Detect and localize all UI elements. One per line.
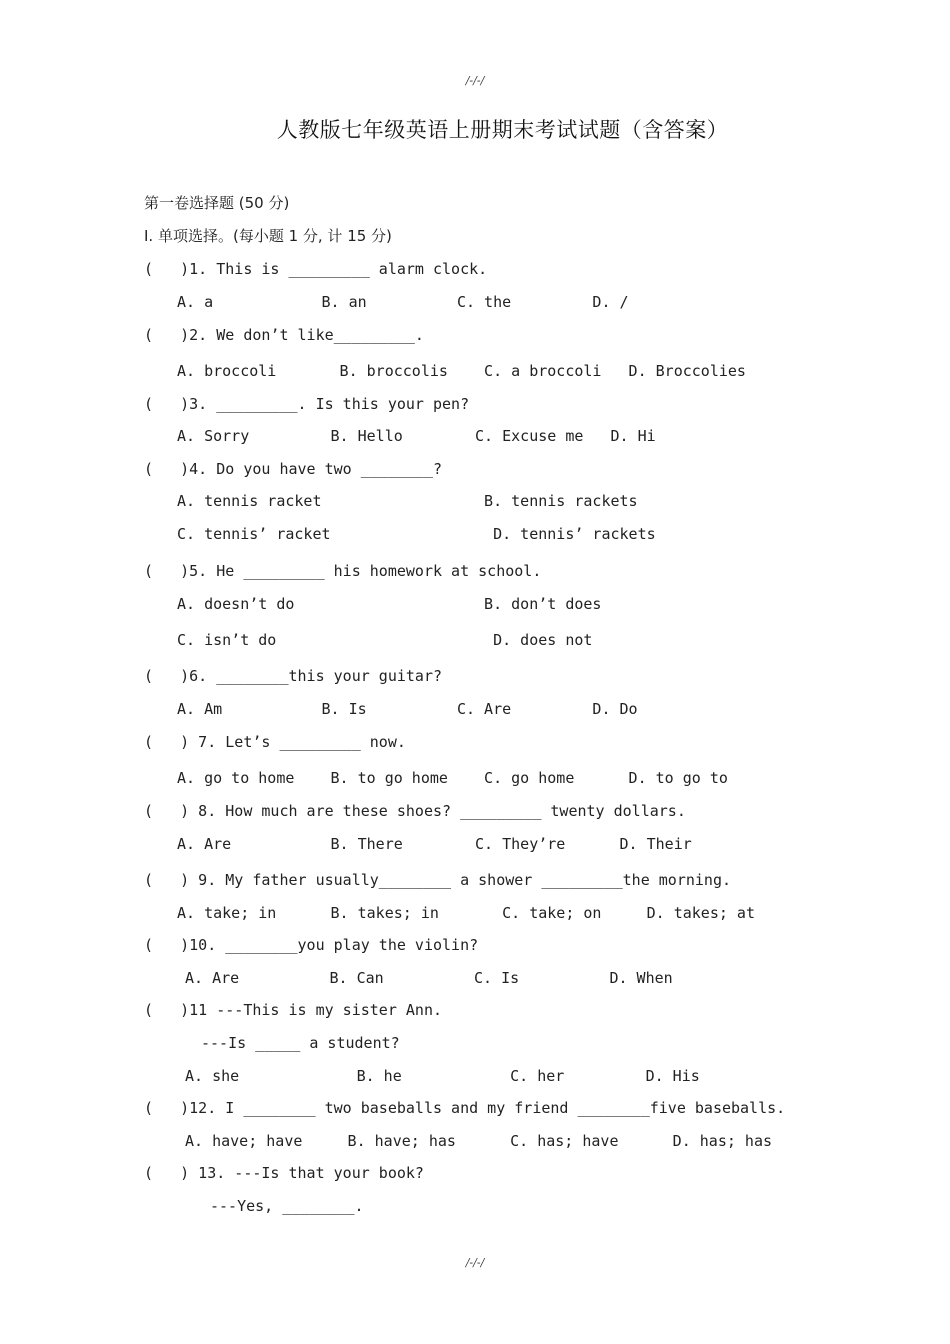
options-4a: A. tennis racket B. tennis rackets bbox=[177, 492, 638, 510]
section-heading: 第一卷选择题 (50 分) bbox=[144, 194, 290, 212]
options-12: A. have; have B. have; has C. has; have D. has; has bbox=[185, 1132, 772, 1150]
options-4b: C. tennis’ racket D. tennis’ rackets bbox=[177, 525, 656, 543]
question-11: ( )11 ---This is my sister Ann. bbox=[144, 1001, 443, 1019]
options-11: A. she B. he C. her D. His bbox=[185, 1067, 700, 1085]
options-5a: A. doesn’t do B. don’t does bbox=[177, 595, 602, 613]
options-9: A. take; in B. takes; in C. take; on D. takes; at bbox=[177, 904, 755, 922]
page-footer: /-/-/ bbox=[465, 1256, 485, 1269]
part-heading: I. 单项选择。(每小题 1 分, 计 15 分) bbox=[144, 227, 392, 245]
options-7: A. go to home B. to go home C. go home D. to go to bbox=[177, 769, 728, 787]
options-10: A. Are B. Can C. Is D. When bbox=[185, 969, 673, 987]
question-10: ( )10. ________you play the violin? bbox=[144, 936, 479, 954]
question-12: ( )12. I ________ two baseballs and my friend ________five baseballs. bbox=[144, 1099, 786, 1117]
question-4: ( )4. Do you have two ________? bbox=[144, 460, 443, 478]
question-6: ( )6. ________this your guitar? bbox=[144, 667, 443, 685]
page-header: /-/-/ bbox=[465, 74, 485, 87]
options-1: A. a B. an C. the D. / bbox=[177, 293, 629, 311]
question-11-line2: ---Is _____ a student? bbox=[201, 1034, 400, 1052]
question-3: ( )3. _________. Is this your pen? bbox=[144, 395, 470, 413]
question-5: ( )5. He _________ his homework at school. bbox=[144, 562, 542, 580]
document-title: 人教版七年级英语上册期末考试试题（含答案） bbox=[276, 118, 729, 142]
question-1: ( )1. This is _________ alarm clock. bbox=[144, 260, 488, 278]
options-5b: C. isn’t do D. does not bbox=[177, 631, 593, 649]
question-7: ( ) 7. Let’s _________ now. bbox=[144, 733, 406, 751]
question-8: ( ) 8. How much are these shoes? _________ twenty dollars. bbox=[144, 802, 686, 820]
question-13: ( ) 13. ---Is that your book? bbox=[144, 1164, 424, 1182]
options-8: A. Are B. There C. They’re D. Their bbox=[177, 835, 692, 853]
options-2: A. broccoli B. broccolis C. a broccoli D. Broccolies bbox=[177, 362, 746, 380]
options-6: A. Am B. Is C. Are D. Do bbox=[177, 700, 638, 718]
question-9: ( ) 9. My father usually________ a shower _________the morning. bbox=[144, 871, 731, 889]
question-13-line2: ---Yes, ________. bbox=[210, 1197, 364, 1215]
question-2: ( )2. We don’t like_________. bbox=[144, 326, 424, 344]
options-3: A. Sorry B. Hello C. Excuse me D. Hi bbox=[177, 427, 656, 445]
